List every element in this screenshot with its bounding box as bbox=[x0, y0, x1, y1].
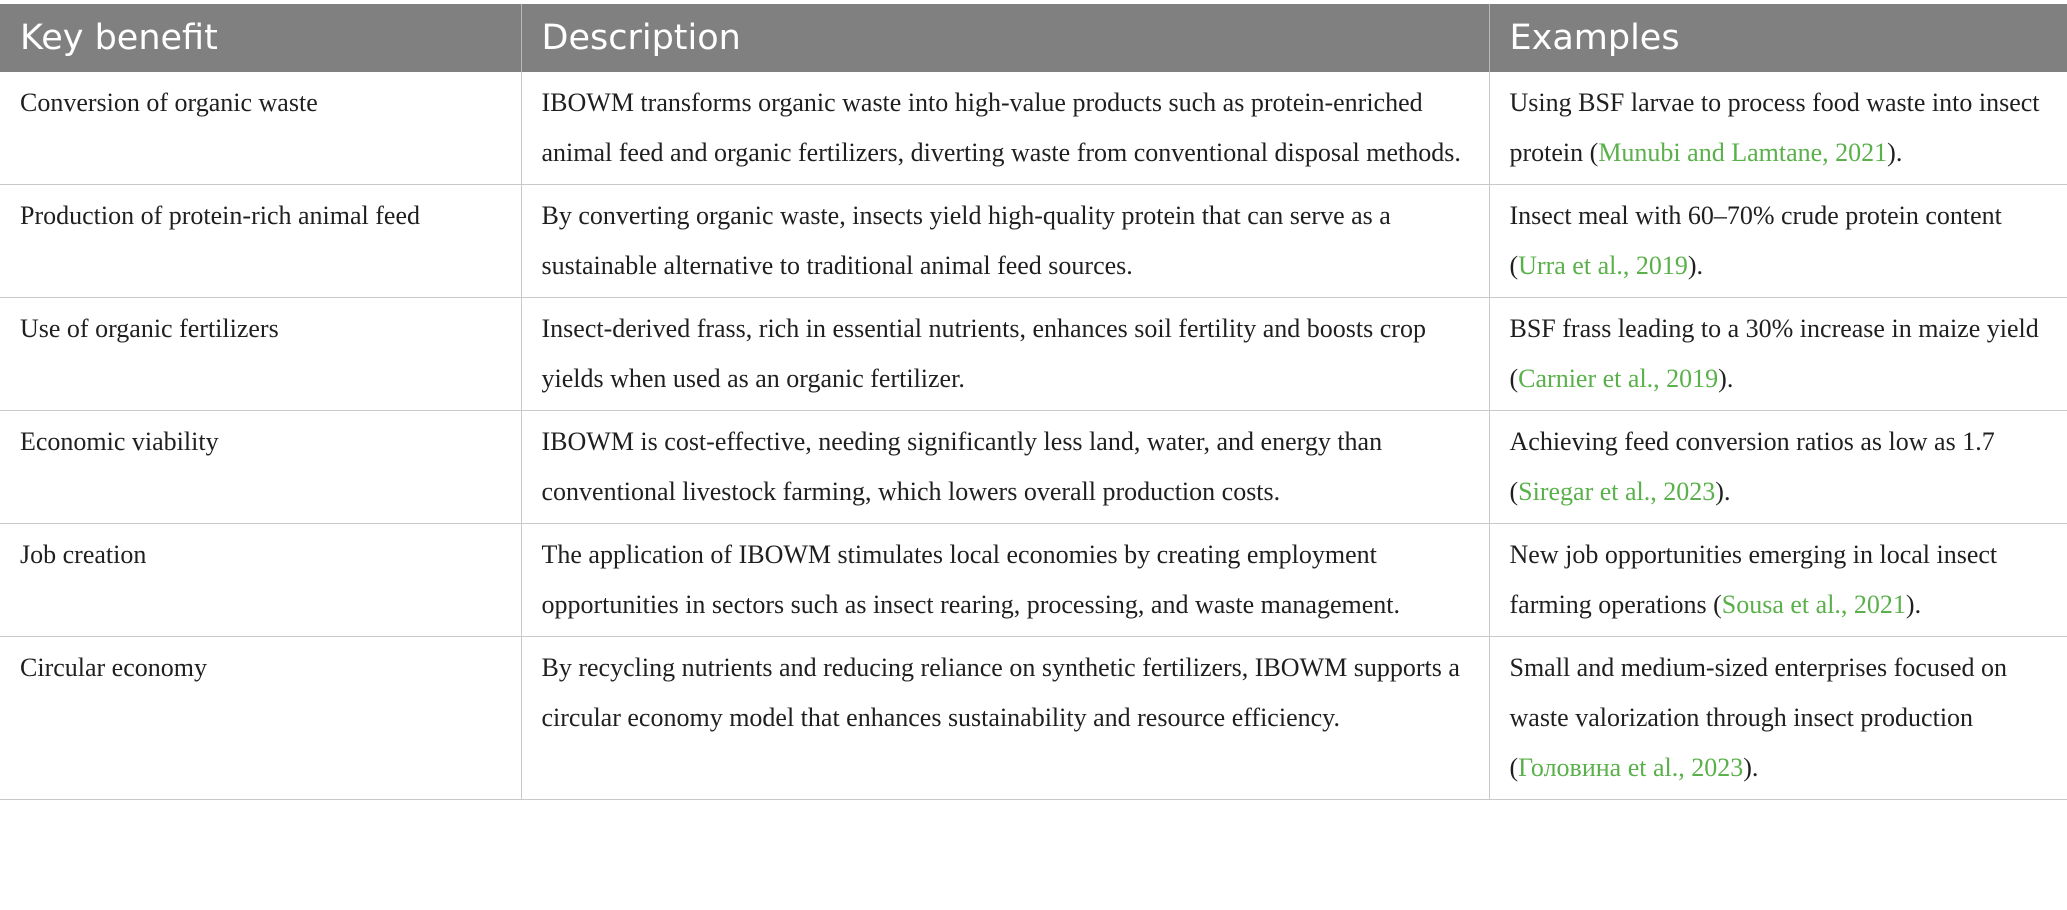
cell-description: IBOWM is cost-effective, needing significantly less land, water, and energy than conventional livestock farming, which lowers overall production costs. bbox=[521, 411, 1489, 524]
example-text: Using BSF larvae to process food waste into insect protein ( bbox=[1509, 88, 2040, 167]
table-row bbox=[0, 524, 2067, 637]
cell-description: IBOWM transforms organic waste into high-value products such as protein-enriched animal feed and organic fertilizers, diverting waste from conventional disposal methods. bbox=[521, 72, 1489, 185]
header-description: Description bbox=[521, 4, 1489, 72]
cell-benefit: Use of organic fertilizers bbox=[0, 298, 521, 411]
table-row bbox=[0, 185, 2067, 298]
cell-example bbox=[1489, 637, 2067, 800]
cell-example bbox=[1489, 524, 2067, 637]
header-row bbox=[0, 4, 2067, 72]
table-row bbox=[0, 411, 2067, 524]
cell-benefit: Circular economy bbox=[0, 637, 521, 800]
cell-benefit: Conversion of organic waste bbox=[0, 72, 521, 185]
example-text: BSF frass leading to a 30% increase in maize yield ( bbox=[1509, 314, 2039, 393]
cell-example bbox=[1489, 411, 2067, 524]
example-text-end: ). bbox=[1718, 364, 1734, 393]
example-text-end: ). bbox=[1743, 753, 1759, 782]
example-text-end: ). bbox=[1687, 251, 1704, 280]
cell-benefit: Production of protein-rich animal feed bbox=[0, 185, 521, 298]
example-text: Small and medium-sized enterprises focused on waste valorization through insect production ( bbox=[1509, 653, 2007, 782]
header-examples: Examples bbox=[1489, 4, 2067, 72]
table-header bbox=[0, 4, 2067, 72]
example-text: New job opportunities emerging in local insect farming operations ( bbox=[1509, 540, 1998, 619]
cell-description: The application of IBOWM stimulates local economies by creating employment opportunities in sectors such as insect rearing, processing, and waste management. bbox=[521, 524, 1489, 637]
citation-link[interactable]: Carnier et al., 2019 bbox=[1518, 364, 1719, 393]
cell-benefit: Job creation bbox=[0, 524, 521, 637]
table-row bbox=[0, 72, 2067, 185]
citation-link[interactable]: Sousa et al., 2021 bbox=[1721, 590, 1906, 619]
citation-link[interactable]: Головина et al., 2023 bbox=[1518, 753, 1744, 782]
example-text: Achieving feed conversion ratios as low as 1.7 ( bbox=[1509, 427, 1995, 506]
example-text-end: ). bbox=[1715, 477, 1731, 506]
cell-example bbox=[1489, 185, 2067, 298]
table-body bbox=[0, 72, 2067, 800]
cell-benefit: Economic viability bbox=[0, 411, 521, 524]
example-text-end: ). bbox=[1887, 138, 1903, 167]
citation-link[interactable]: Urra et al., 2019 bbox=[1518, 251, 1688, 280]
cell-description: By converting organic waste, insects yield high-quality protein that can serve as a sustainable alternative to traditional animal feed sources. bbox=[521, 185, 1489, 298]
cell-description: By recycling nutrients and reducing reliance on synthetic fertilizers, IBOWM supports a circular economy model that enhances sustainability and resource efficiency. bbox=[521, 637, 1489, 800]
table-row bbox=[0, 637, 2067, 800]
benefits-table bbox=[0, 4, 2067, 800]
benefits-table-container bbox=[0, 4, 2067, 800]
cell-example bbox=[1489, 298, 2067, 411]
example-text-end: ). bbox=[1905, 590, 1922, 619]
example-text: Insect meal with 60–70% crude protein content ( bbox=[1509, 201, 2002, 280]
table-row bbox=[0, 298, 2067, 411]
cell-description: Insect-derived frass, rich in essential nutrients, enhances soil fertility and boosts crop yields when used as an organic fertilizer. bbox=[521, 298, 1489, 411]
header-key-benefit: Key benefit bbox=[0, 4, 521, 72]
citation-link[interactable]: Munubi and Lamtane, 2021 bbox=[1598, 138, 1888, 167]
citation-link[interactable]: Siregar et al., 2023 bbox=[1518, 477, 1716, 506]
cell-example bbox=[1489, 72, 2067, 185]
